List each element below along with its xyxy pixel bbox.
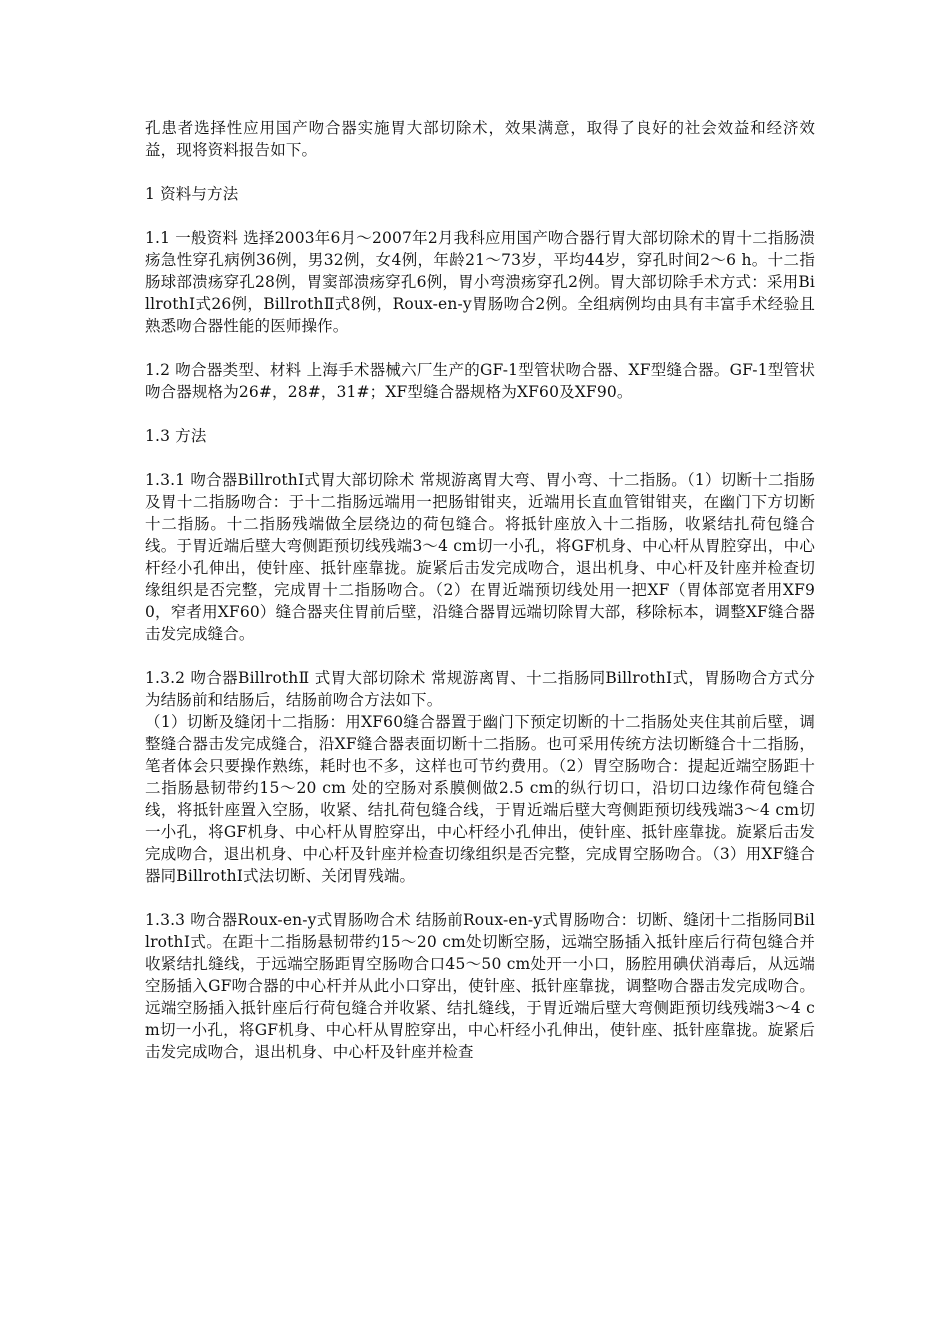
paragraph-stapler-types: 1.2 吻合器类型、材料 上海手术器械六厂生产的GF-1型管状吻合器、XF型缝合器。GF-1型管状吻合器规格为26#，28#，31#；XF型缝合器规格为XF60及XF90。 — [145, 361, 815, 401]
document-body — [145, 117, 815, 1085]
paragraph-general-data: 1.1 一般资料 选择2003年6月～2007年2月我科应用国产吻合器行胃大部切除术的胃十二指肠溃疡急性穿孔病例36例，男32例，女4例，年龄21～73岁，平均44岁，穿孔时间2～6 h。十二指肠球部溃疡穿孔28例，胃窦部溃疡穿孔6例，胃小弯溃疡穿孔2例。胃大部切除手术方式：采用BillrothⅠ式26例，BillrothⅡ式8例，Roux-en-y胃肠吻合2例。全组病例均由具有丰富手术经验且熟悉吻合器性能的医师操作。 — [145, 229, 815, 335]
subsection-heading-methods: 1.3 方法 — [145, 427, 207, 445]
section-heading-materials-methods: 1 资料与方法 — [145, 185, 239, 203]
paragraph-billroth-1: 1.3.1 吻合器BillrothⅠ式胃大部切除术 常规游离胃大弯、胃小弯、十二指肠。（1）切断十二指肠及胃十二指肠吻合：于十二指肠远端用一把肠钳钳夹，近端用长直血管钳钳夹，在幽门下方切断十二指肠。十二指肠残端做全层绕边的荷包缝合。将抵针座放入十二指肠，收紧结扎荷包缝合线。于胃近端后壁大弯侧距预切线残端3～4 cm切一小孔，将GF机身、中心杆从胃腔穿出，中心杆经小孔伸出，使针座、抵针座靠拢。旋紧后击发完成吻合，退出机身、中心杆及针座并检查切缘组织是否完整，完成胃十二指肠吻合。（2）在胃近端预切线处用一把XF（胃体部宽者用XF90，窄者用XF60）缝合器夹住胃前后壁，沿缝合器胃远端切除胃大部，移除标本，调整XF缝合器击发完成缝合。 — [145, 471, 815, 643]
intro-paragraph: 孔患者选择性应用国产吻合器实施胃大部切除术，效果满意，取得了良好的社会效益和经济效益，现将资料报告如下。 — [145, 119, 815, 159]
paragraph-billroth-2-steps: （1）切断及缝闭十二指肠：用XF60缝合器置于幽门下预定切断的十二指肠处夹住其前后壁，调整缝合器击发完成缝合，沿XF缝合器表面切断十二指肠。也可采用传统方法切断缝合十二指肠，笔者体会只要操作熟练，耗时也不多，这样也可节约费用。（2）胃空肠吻合：提起近端空肠距十二指肠悬韧带约15～20 cm 处的空肠对系膜侧做2.5 cm的纵行切口，沿切口边缘作荷包缝合线，将抵针座置入空肠，收紧、结扎荷包缝合线，于胃近端后壁大弯侧距预切线残端3～4 cm切一小孔，将GF机身、中心杆从胃腔穿出，中心杆经小孔伸出，使针座、抵针座靠拢。旋紧后击发完成吻合，退出机身、中心杆及针座并检查切缘组织是否完整，完成胃空肠吻合。（3）用XF缝合器同BillrothⅠ式法切断、关闭胃残端。 — [145, 713, 815, 885]
paragraph-roux-en-y: 1.3.3 吻合器Roux-en-y式胃肠吻合术 结肠前Roux-en-y式胃肠吻合：切断、缝闭十二指肠同BillrothⅠ式。在距十二指肠悬韧带约15～20 cm处切断空肠，远端空肠插入抵针座后行荷包缝合并收紧结扎缝线，于远端空肠距胃空肠吻合口45～50 cm处开一小口，肠腔用碘伏消毒后，从远端空肠插入GF吻合器的中心杆并从此小口穿出，使针座、抵针座靠拢，调整吻合器击发完成吻合。远端空肠插入抵针座后行荷包缝合并收紧、结扎缝线，于胃近端后壁大弯侧距预切线残端3～4 cm切一小孔，将GF机身、中心杆从胃腔穿出，中心杆经小孔伸出，使针座、抵针座靠拢。旋紧后击发完成吻合，退出机身、中心杆及针座并检查 — [145, 911, 815, 1061]
paragraph-billroth-2-intro: 1.3.2 吻合器BillrothⅡ 式胃大部切除术 常规游离胃、十二指肠同BillrothⅠ式，胃肠吻合方式分为结肠前和结肠后，结肠前吻合方法如下。 — [145, 669, 815, 709]
